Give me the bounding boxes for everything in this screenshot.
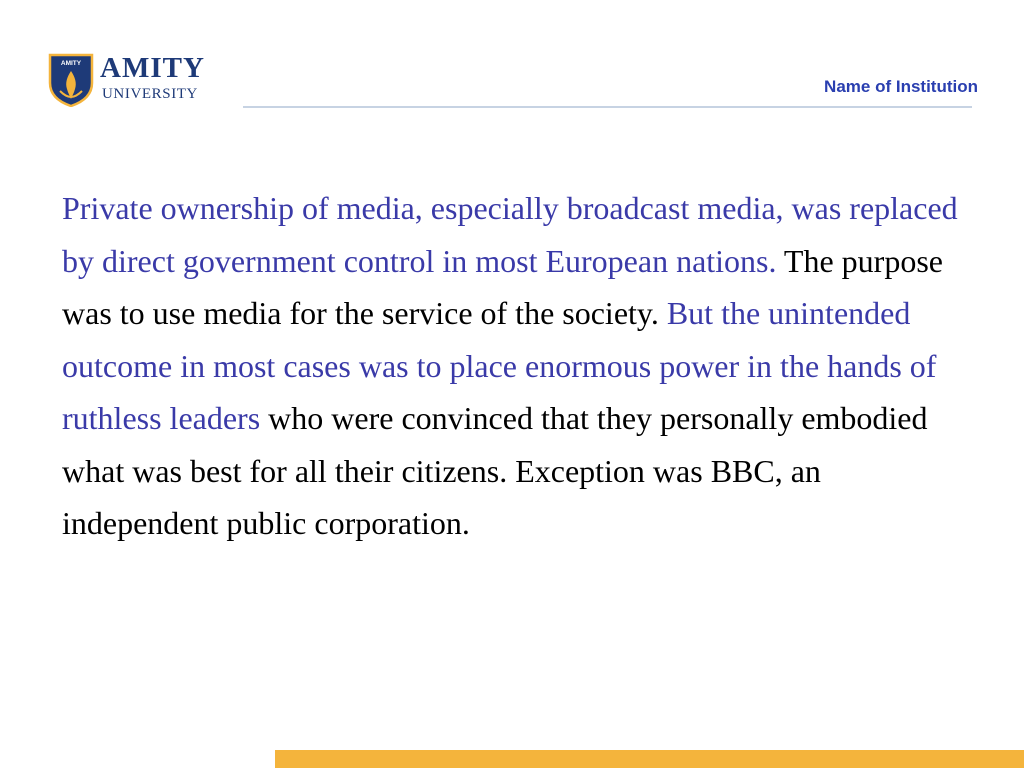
amity-logo [48, 53, 228, 109]
header-divider [243, 106, 972, 108]
body-segment-4: who were convinced that they personally embodied what was best for all their citizens. Exception was BBC, an independent public corporation. [62, 400, 928, 541]
logo-wordmark: AMITY [100, 52, 205, 84]
body-segment-1: Private ownership of media, especially broadcast media, was replaced by direct government control in most European nations. [62, 190, 958, 279]
footer-accent-bar [275, 750, 1024, 768]
body-segment-3: But the unintended outcome in most cases was to place enormous power in the hands of ruthless leaders [62, 295, 937, 436]
body-segment-2: The purpose was to use media for the service of the society. [62, 242, 943, 331]
logo-subtitle: UNIVERSITY [102, 86, 198, 102]
shield-text: AMITY [60, 60, 82, 67]
slide-body-text [62, 182, 962, 550]
institution-name: Name of Institution [824, 77, 978, 96]
shield-icon [48, 53, 94, 107]
